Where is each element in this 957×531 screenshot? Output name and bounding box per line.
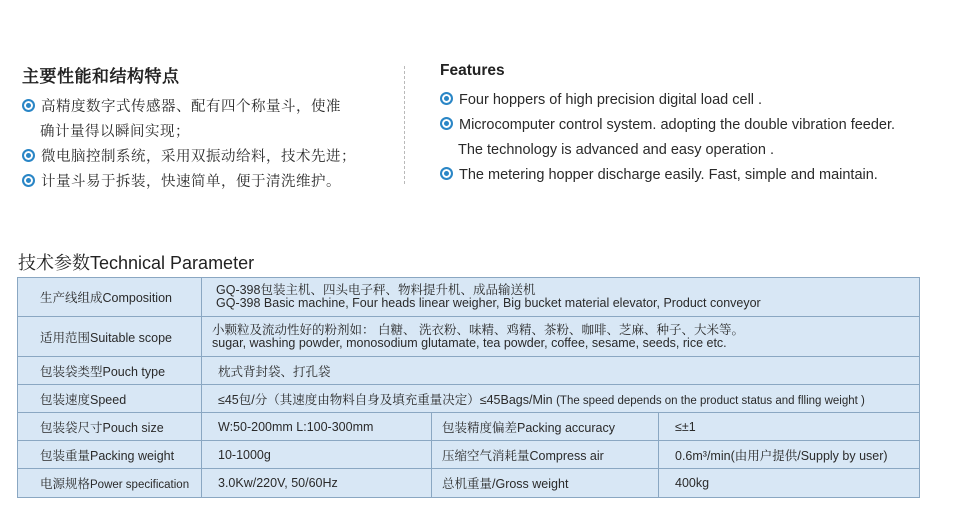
composition-value-en: GQ-398 Basic machine, Four heads linear weigher, Big bucket material elevator, Product conveyor: [216, 296, 761, 310]
speed-label: 包装速度Speed: [18, 385, 202, 413]
scope-label: 适用范围Suitable scope: [18, 317, 202, 357]
parameter-table: [17, 277, 920, 498]
table-row: [18, 278, 920, 317]
features-en-item-text: Microcomputer control system. adopting the double vibration feeder.: [459, 117, 896, 133]
features-en-item: [440, 88, 940, 113]
power-value: 3.0Kw/220V, 50/60Hz: [202, 469, 432, 498]
features-en-item-text: Four hoppers of high precision digital load cell .: [459, 92, 763, 108]
power-label-cn: 电源规格: [40, 477, 91, 491]
table-row: [18, 385, 920, 413]
compress-air-label: 压缩空气消耗量Compress air: [432, 441, 659, 469]
circle-bullet-icon: [440, 92, 453, 105]
features-en-item-text: The metering hopper discharge easily. Fast, simple and maintain.: [459, 167, 878, 183]
features-cn-item: [22, 170, 397, 195]
composition-value-cn: GQ-398包装主机、四头电子秤、物料提升机、成品输送机: [216, 283, 536, 297]
speed-value: [202, 385, 920, 413]
compress-air-value: 0.6m³/min(由用户提供/Supply by user): [659, 441, 920, 469]
speed-value-main: ≤45包/分（其速度由物料自身及填充重量决定）≤45Bags/Min: [218, 392, 553, 407]
circle-bullet-icon: [22, 149, 35, 162]
circle-bullet-icon: [22, 99, 35, 112]
packing-weight-value: 10-1000g: [202, 441, 432, 469]
pouch-size-label: 包装袋尺寸Pouch size: [18, 413, 202, 441]
features-cn-item-continuation: 确计量得以瞬间实现；: [40, 124, 190, 140]
features-cn-item: [22, 95, 397, 145]
features-en-item-continuation: The technology is advanced and easy operation .: [458, 142, 774, 158]
pouch-type-value: 枕式背封袋、打孔袋: [202, 357, 920, 385]
features-en-heading: Features: [440, 62, 505, 79]
speed-value-note: (The speed depends on the product status and flling weight ): [556, 394, 865, 407]
table-row: [18, 317, 920, 357]
circle-bullet-icon: [22, 174, 35, 187]
table-row: [18, 357, 920, 385]
features-cn-item-text: 高精度数字式传感器、配有四个称量斗，使准: [41, 99, 341, 115]
features-en-section: [440, 62, 940, 188]
features-cn-item-text: 计量斗易于拆装，快速简单，便于清洗维护。: [41, 174, 341, 190]
gross-weight-value: 400kg: [659, 469, 920, 498]
table-row: [18, 469, 920, 498]
gross-weight-label: 总机重量/Gross weight: [432, 469, 659, 498]
circle-bullet-icon: [440, 117, 453, 130]
power-label: [18, 469, 202, 498]
table-row: [18, 441, 920, 469]
features-cn-item: [22, 145, 397, 170]
features-cn-heading: 主要性能和结构特点: [22, 67, 180, 86]
pouch-size-value: W:50-200mm L:100-300mm: [202, 413, 432, 441]
scope-value-cn: 小颗粒及流动性好的粉剂如： 白糖、 洗衣粉、味精、鸡精、茶粉、咖啡、芝麻、种子、大米等。: [212, 322, 744, 337]
dashed-divider: [404, 66, 405, 184]
features-en-item: [440, 113, 940, 163]
pouch-type-label: 包装袋类型Pouch type: [18, 357, 202, 385]
scope-value: [202, 317, 920, 357]
composition-value: [202, 278, 920, 317]
scope-value-en: sugar, washing powder, monosodium glutamate, tea powder, coffee, sesame, seeds, rice etc.: [212, 335, 727, 350]
packing-accuracy-value: ≤±1: [659, 413, 920, 441]
features-en-item: [440, 163, 940, 188]
circle-bullet-icon: [440, 167, 453, 180]
parameter-title: 技术参数Technical Parameter: [18, 253, 255, 273]
packing-weight-label: 包装重量Packing weight: [18, 441, 202, 469]
features-cn-item-text: 微电脑控制系统，采用双振动给料，技术先进；: [41, 149, 356, 165]
features-cn-section: [22, 62, 397, 195]
table-row: [18, 413, 920, 441]
power-label-en: Power specification: [90, 479, 190, 491]
packing-accuracy-label: 包装精度偏差Packing accuracy: [432, 413, 659, 441]
composition-label: 生产线组成Composition: [18, 278, 202, 317]
